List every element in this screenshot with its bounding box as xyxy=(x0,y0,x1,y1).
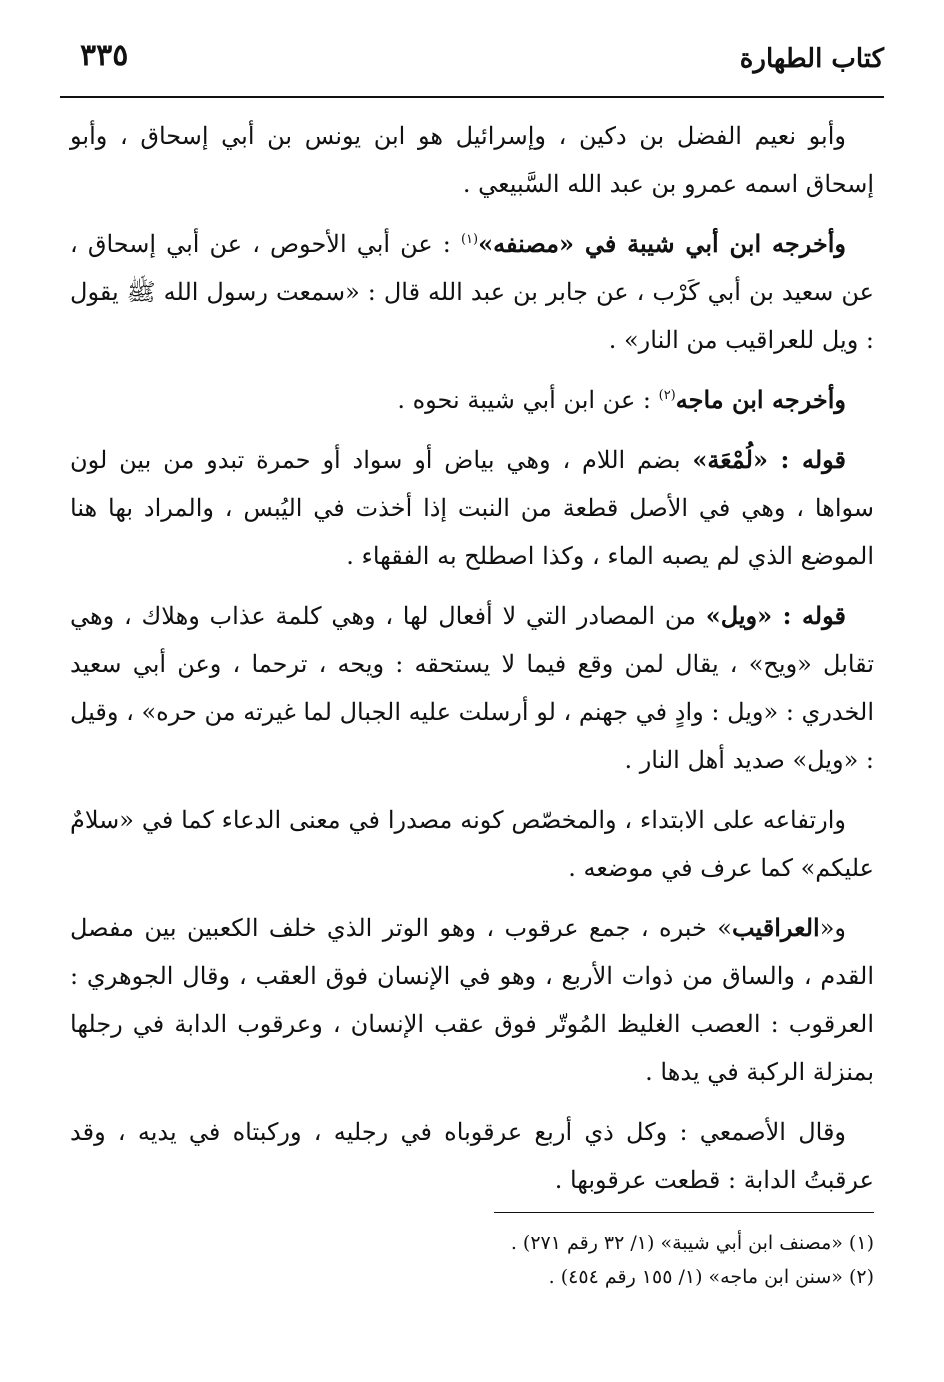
paragraph xyxy=(70,436,874,580)
paragraph xyxy=(70,220,874,364)
header-divider xyxy=(60,96,884,98)
footnote: (١) «مصنف ابن أبي شيبة» (١/ ٣٢ رقم ٢٧١) . xyxy=(510,1232,874,1254)
paragraph: وقال الأصمعي : وكل ذي أربع عرقوباه في رجليه ، وركبتاه في يديه ، وقد عرقبتُ الدابة : قطعت عرقوبها . xyxy=(70,1118,874,1194)
bold-phrase: العراقيب xyxy=(731,913,820,942)
footnotes xyxy=(70,1226,874,1294)
paragraph xyxy=(70,376,874,424)
body-text xyxy=(70,112,874,1216)
paragraph-text: من المصادر التي لا أفعال لها ، وهي كلمة عذاب وهلاك ، وهي تقابل «ويح» ، يقال لمن وقع فيما لا يستحقه : ويحه ، ترحما ، وعن أبي سعيد الخدري : «ويل : وادٍ في جهنم ، لو أرسلت عليه الجبال لما غيرته من حره» ، وقيل : «ويل» صديد أهل النار . xyxy=(70,602,874,774)
paragraph xyxy=(70,904,874,1096)
paragraph-text: و« xyxy=(819,914,846,942)
footnote-divider xyxy=(494,1212,874,1213)
page-title: كتاب الطهارة xyxy=(739,44,884,74)
bold-phrase: قوله : «لُمْعَة» xyxy=(692,445,846,474)
bold-phrase: وأخرجه ابن أبي شيبة في «مصنفه» xyxy=(478,229,846,258)
footnote-ref: (١) xyxy=(460,232,479,247)
paragraph: وارتفاعه على الابتداء ، والمخصّص كونه مصدرا في معنى الدعاء كما في «سلامٌ عليكم» كما عرف في موضعه . xyxy=(70,806,874,882)
paragraph: وأبو نعيم الفضل بن دكين ، وإسرائيل هو ابن يونس بن أبي إسحاق ، وأبو إسحاق اسمه عمرو بن عبد الله السَّبيعي . xyxy=(70,122,874,198)
paragraph-text: » خبره ، جمع عرقوب ، وهو الوتر الذي خلف الكعبين بين مفصل القدم ، والساق من ذوات الأربع ، وهو في الإنسان فوق العقب ، وقال الجوهري : العرقوب : العصب الغليظ المُوتّر فوق عقب الإنسان ، وعرقوب الدابة في رجلها بمنزلة الركبة في يدها . xyxy=(70,914,874,1086)
bold-phrase: قوله : «ويل» xyxy=(705,601,846,630)
page-number: ٣٣٥ xyxy=(80,38,129,73)
paragraph-text: بضم اللام ، وهي بياض أو سواد أو حمرة تبدو من بين لون سواها ، وهي في الأصل قطعة من النبت إذا أخذت في اليُبس ، والمراد بها هنا الموضع الذي لم يصبه الماء ، وكذا اصطلح به الفقهاء . xyxy=(70,446,874,570)
page-header xyxy=(60,30,884,94)
paragraph-text: : عن ابن أبي شيبة نحوه . xyxy=(397,386,659,414)
paragraph xyxy=(70,592,874,784)
footnote-ref: (٢) xyxy=(658,388,676,403)
footnote: (٢) «سنن ابن ماجه» (١/ ١٥٥ رقم ٤٥٤) . xyxy=(548,1266,874,1288)
paragraph-text: : عن أبي الأحوص ، عن أبي إسحاق ، عن سعيد بن أبي كَرْب ، عن جابر بن عبد الله قال : «سمعت رسول الله ﷺ يقول : ويل للعراقيب من النار» . xyxy=(70,230,874,354)
bold-phrase: وأخرجه ابن ماجه xyxy=(675,385,846,414)
